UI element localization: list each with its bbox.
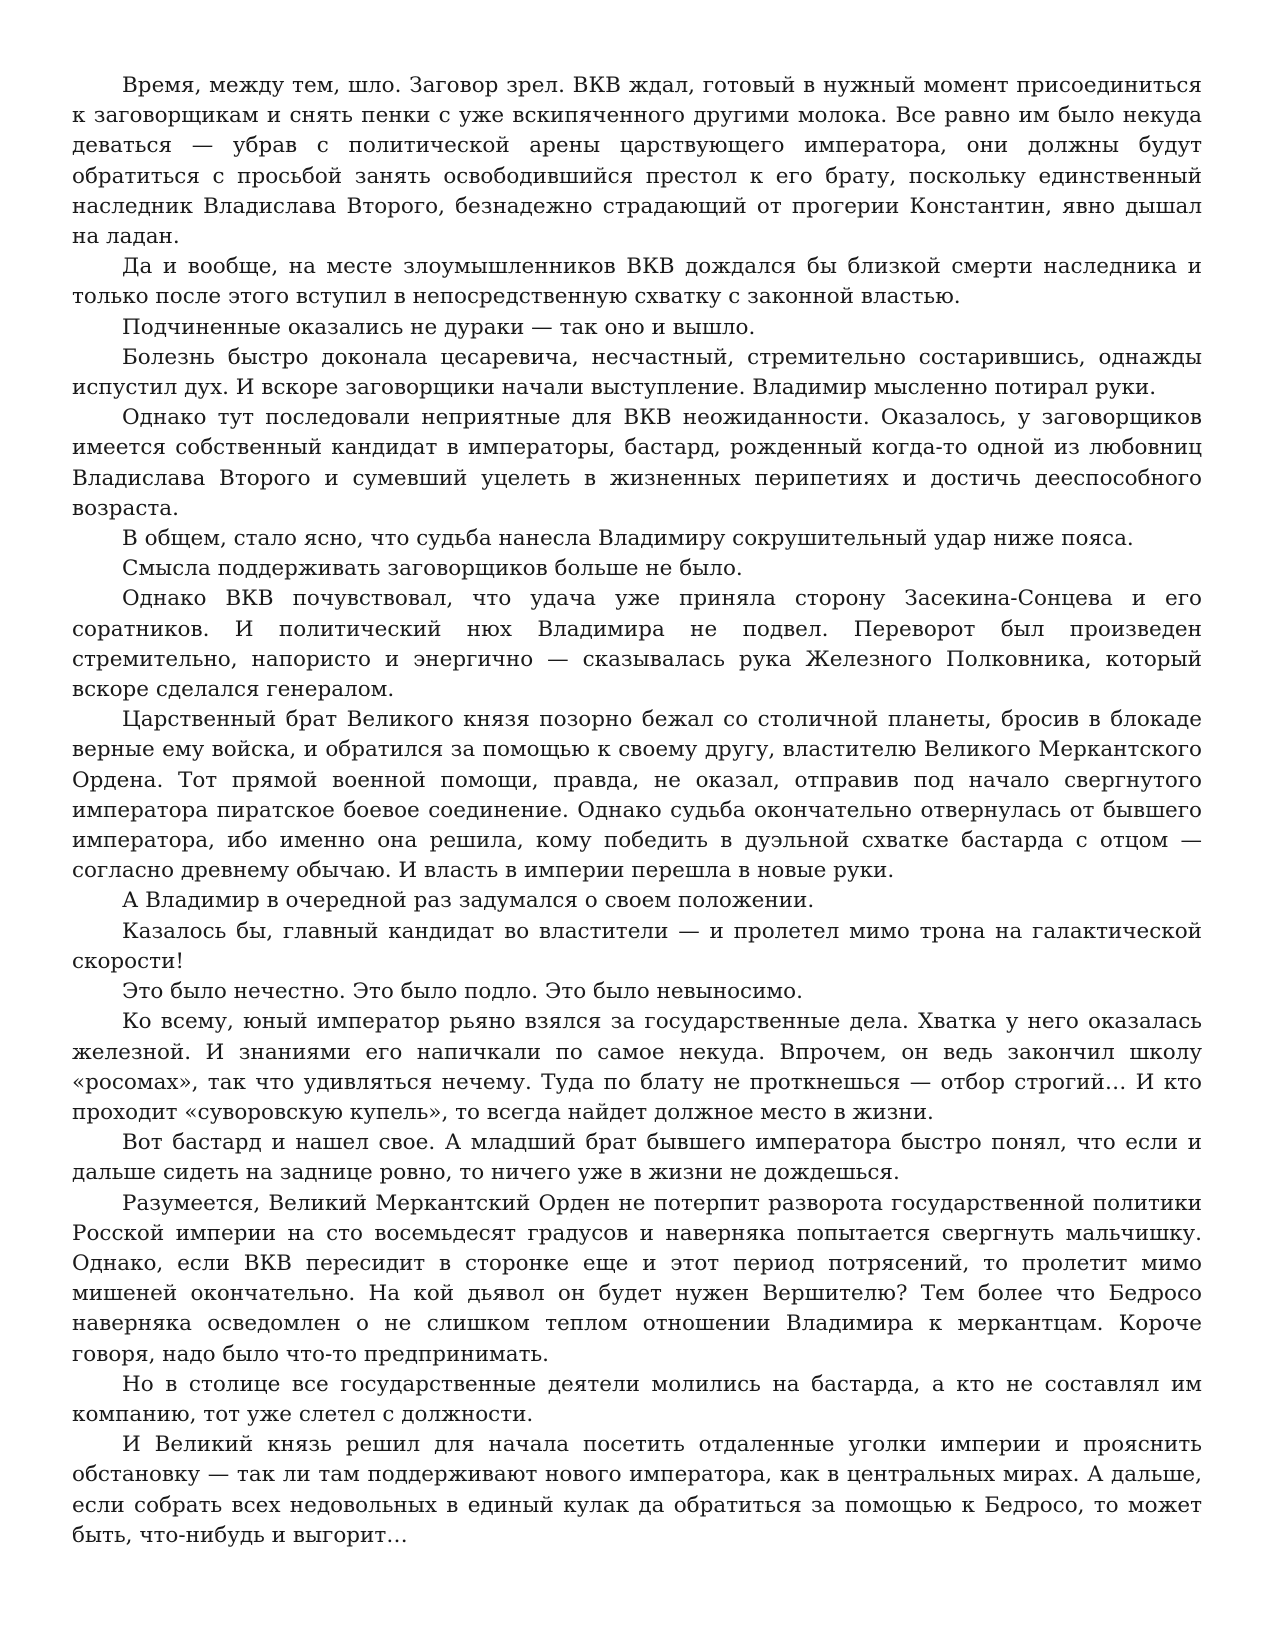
paragraph: Вот бастард и нашел свое. А младший брат бывшего императора быстро понял, что если и дальше сидеть на заднице ровно, то ничего уже в жизни не дождешься. bbox=[72, 1130, 1202, 1186]
paragraph: И Великий князь решил для начала посетить отдаленные уголки империи и прояснить обстановку — так ли там поддерживают нового императора, как в центральных мирах. А дальше, если собрать всех недовольных в единый кулак да обратиться за помощью к Бедросо, то может быть, что-нибудь и выгорит… bbox=[72, 1432, 1202, 1548]
paragraph: Царственный брат Великого князя позорно бежал со столичной планеты, бросив в блокаде верные ему войска, и обратился за помощью к своему другу, властителю Великого Меркантского Ордена. Тот прямой военной помощи, правда, не оказал, отправив под начало свергнутого императора пиратское боевое соединение. Однако судьба окончательно отвернулась от бывшего императора, ибо именно она решила, кому победить в дуэльной схватке бастарда с отцом — согласно древнему обычаю. И власть в империи перешла в новые руки. bbox=[72, 707, 1202, 884]
paragraph: Но в столице все государственные деятели молились на бастарда, а кто не составлял им компанию, тот уже слетел с должности. bbox=[72, 1371, 1202, 1427]
paragraph: А Владимир в очередной раз задумался о своем положении. bbox=[122, 888, 815, 914]
paragraph: Время, между тем, шло. Заговор зрел. ВКВ ждал, готовый в нужный момент присоединиться к заговорщикам и снять пенки с уже вскипяченного другими молока. Все равно им было некуда деваться — убрав с политической арены царствующего императора, они должны будут обратиться с просьбой занять освободившийся престол к его брату, поскольку единственный наследник Владислава Второго, безнадежно страдающий от прогерии Константин, явно дышал на ладан. bbox=[72, 73, 1202, 250]
paragraph: Это было нечестно. Это было подло. Это было невыносимо. bbox=[122, 979, 803, 1005]
paragraph: Однако тут последовали неприятные для ВКВ неожиданности. Оказалось, у заговорщиков имеется собственный кандидат в императоры, бастард, рожденный когда-то одной из любовниц Владислава Второго и сумевший уцелеть в жизненных перипетиях и достичь дееспособного возраста. bbox=[72, 405, 1202, 521]
paragraph: Ко всему, юный император рьяно взялся за государственные дела. Хватка у него оказалась железной. И знаниями его напичкали по самое некуда. Впрочем, он ведь закончил школу «росомах», так что удивляться нечему. Туда по блату не проткнешься — отбор строгий… И кто проходит «суворовскую купель», то всегда найдет должное место в жизни. bbox=[72, 1009, 1202, 1125]
paragraph: Разумеется, Великий Меркантский Орден не потерпит разворота государственной политики Росской империи на сто восемьдесят градусов и наверняка попытается свергнуть мальчишку. Однако, если ВКВ пересидит в сторонке еще и этот период потрясений, то пролетит мимо мишеней окончательно. На кой дьявол он будет нужен Вершителю? Тем более что Бедросо наверняка осведомлен о не слишком теплом отношении Владимира к меркантцам. Короче говоря, надо было что-то предпринимать. bbox=[72, 1190, 1202, 1367]
paragraph: Да и вообще, на месте злоумышленников ВКВ дождался бы близкой смерти наследника и только после этого вступил в непосредственную схватку с законной властью. bbox=[72, 254, 1202, 310]
paragraph: В общем, стало ясно, что судьба нанесла Владимиру сокрушительный удар ниже пояса. bbox=[122, 526, 1134, 552]
paragraph: Подчиненные оказались не дураки — так оно и вышло. bbox=[122, 314, 756, 340]
paragraph: Смысла поддерживать заговорщиков больше не было. bbox=[122, 556, 743, 582]
document-page bbox=[72, 71, 1202, 1551]
paragraph: Казалось бы, главный кандидат во властители — и пролетел мимо трона на галактической скорости! bbox=[72, 918, 1202, 974]
paragraph: Однако ВКВ почувствовал, что удача уже приняла сторону Засекина-Сонцева и его соратников. И политический нюх Владимира не подвел. Переворот был произведен стремительно, напористо и энергично — сказывалась рука Железного Полковника, который вскоре сделался генералом. bbox=[72, 586, 1202, 703]
paragraph: Болезнь быстро доконала цесаревича, несчастный, стремительно состарившись, однажды испустил дух. И вскоре заговорщики начали выступление. Владимир мысленно потирал руки. bbox=[72, 344, 1202, 401]
